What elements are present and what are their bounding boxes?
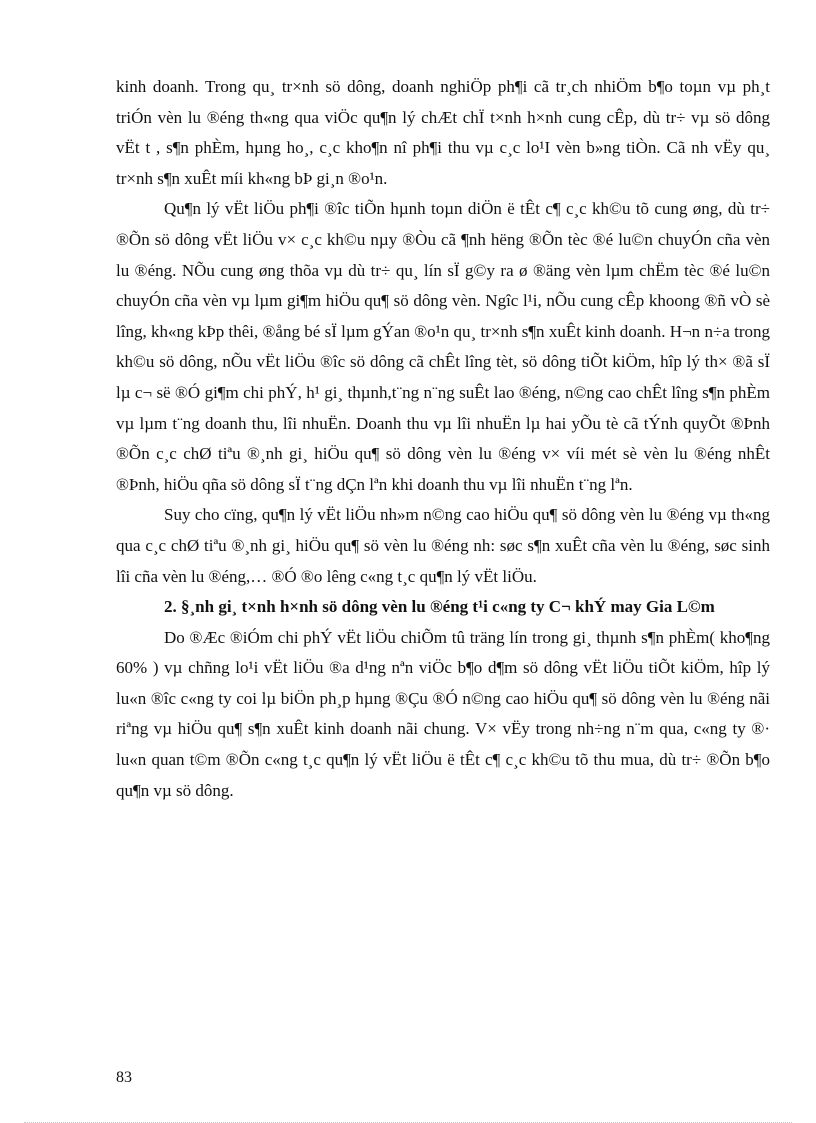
paragraph-continuation: kinh doanh. Trong qu¸ tr×nh sö dông, doanh nghiÖp ph¶i cã tr¸ch nhiÖm b¶o toµn vµ ph¸t triÓn vèn lu ®éng th«ng qua viÖc qu¶n lý chÆt chÏ t×nh h×nh cung cÊp, dù tr÷ vµ sö dông vËt t , s¶n phÈm, hµng ho¸, c¸c kho¶n nî ph¶i thu vµ c¸c lo¹I vèn b»ng tiÒn. Cã nh vËy qu¸ tr×nh s¶n xuÊt míi kh«ng bÞ gi¸n ®o¹n. (116, 77, 770, 188)
paragraph-section-intro: Do ®Æc ®iÓm chi phÝ vËt liÖu chiÕm tû träng lín trong gi¸ thµnh s¶n phÈm( kho¶ng 60% ) vµ chñng lo¹i vËt liÖu ®a d¹ng nªn viÖc b¶o d¶m sö dông vËt liÖu tiÕt kiÖm, hîp lý lu«n ®îc c«ng ty coi lµ biÖn ph¸p hµng ®Çu ®Ó n©ng cao hiÖu qu¶ sö dông vèn lu ®éng nãi riªng vµ hiÖu qu¶ s¶n xuÊt kinh doanh nãi chung. V× vËy trong nh÷ng n¨m qua, c«ng ty ®· lu«n quan t©m ®Õn c«ng t¸c qu¶n lý vËt liÖu ë tÊt c¶ c¸c kh©u tõ thu mua, dù tr÷ ®Õn b¶o qu¶n vµ sö dông. (116, 627, 770, 800)
paragraph-material-management: Qu¶n lý vËt liÖu ph¶i ®îc tiÕn hµnh toµn diÖn ë tÊt c¶ c¸c kh©u tõ cung øng, dù tr÷ ®Õn sö dông vËt liÖu v× c¸c kh©u nµy ®Òu cã ¶nh hëng ®Õn tèc ®é lu©n chuyÓn cña vèn lu ®éng. NÕu cung øng thõa vµ dù tr÷ qu¸ lín sÏ g©y ra ø ®äng vèn lµm chËm tèc ®é lu©n chuyÓn cña vèn vµ lµm gi¶m hiÖu qu¶ sö dông vèn. Ngîc l¹i, nÕu cung cÊp khoong ®ñ vÒ sè lîng, kh«ng kÞp thêi, ®ång bé sÏ lµm gÝan ®o¹n qu¸ tr×nh s¶n xuÊt kinh doanh. H¬n n÷a trong kh©u sö dông, nÕu vËt liÖu ®îc sö dông cã chÊt lîng tèt, sö dông tiÕt kiÖm, hîp lý th× ®ã sÏ lµ c¬ së ®Ó gi¶m chi phÝ, h¹ gi¸ thµnh,t¨ng n¨ng suÊt lao ®éng, n©ng cao chÊt lîng s¶n phÈm vµ lµm t¨ng doanh thu, lîi nhuËn. Doanh thu vµ lîi nhuËn lµ hai yÕu tè cã tÝnh quyÕt ®Þnh ®Õn c¸c chØ tiªu ®¸nh gi¸ hiÖu qu¶ sö dông vèn lu ®éng v× víi mét sè vèn lu ®éng nhÊt ®Þnh, hiÖu qña sö dông sÏ t¨ng dÇn lªn khi doanh thu vµ lîi nhuËn t¨ng lªn. (116, 199, 770, 494)
section-heading: 2. §¸nh gi¸ t×nh h×nh sö dông vèn lu ®éng t¹i c«ng ty C¬ khÝ may Gia L©m (164, 597, 715, 617)
paragraph-conclusion: Suy cho cïng, qu¶n lý vËt liÖu nh»m n©ng cao hiÖu qu¶ sö dông vèn lu ®éng vµ th«ng qua c¸c chØ tiªu ®¸nh gi¸ hiÖu qu¶ sö vèn lu ®éng nh: søc s¶n xuÊt cña vèn lu ®éng, søc sinh lîi cña vèn lu ®éng,… ®Ó ®o lêng c«ng t¸c qu¶n lý vËt liÖu. (116, 505, 770, 586)
page-number: 83 (116, 1069, 132, 1086)
body-text (116, 72, 770, 806)
